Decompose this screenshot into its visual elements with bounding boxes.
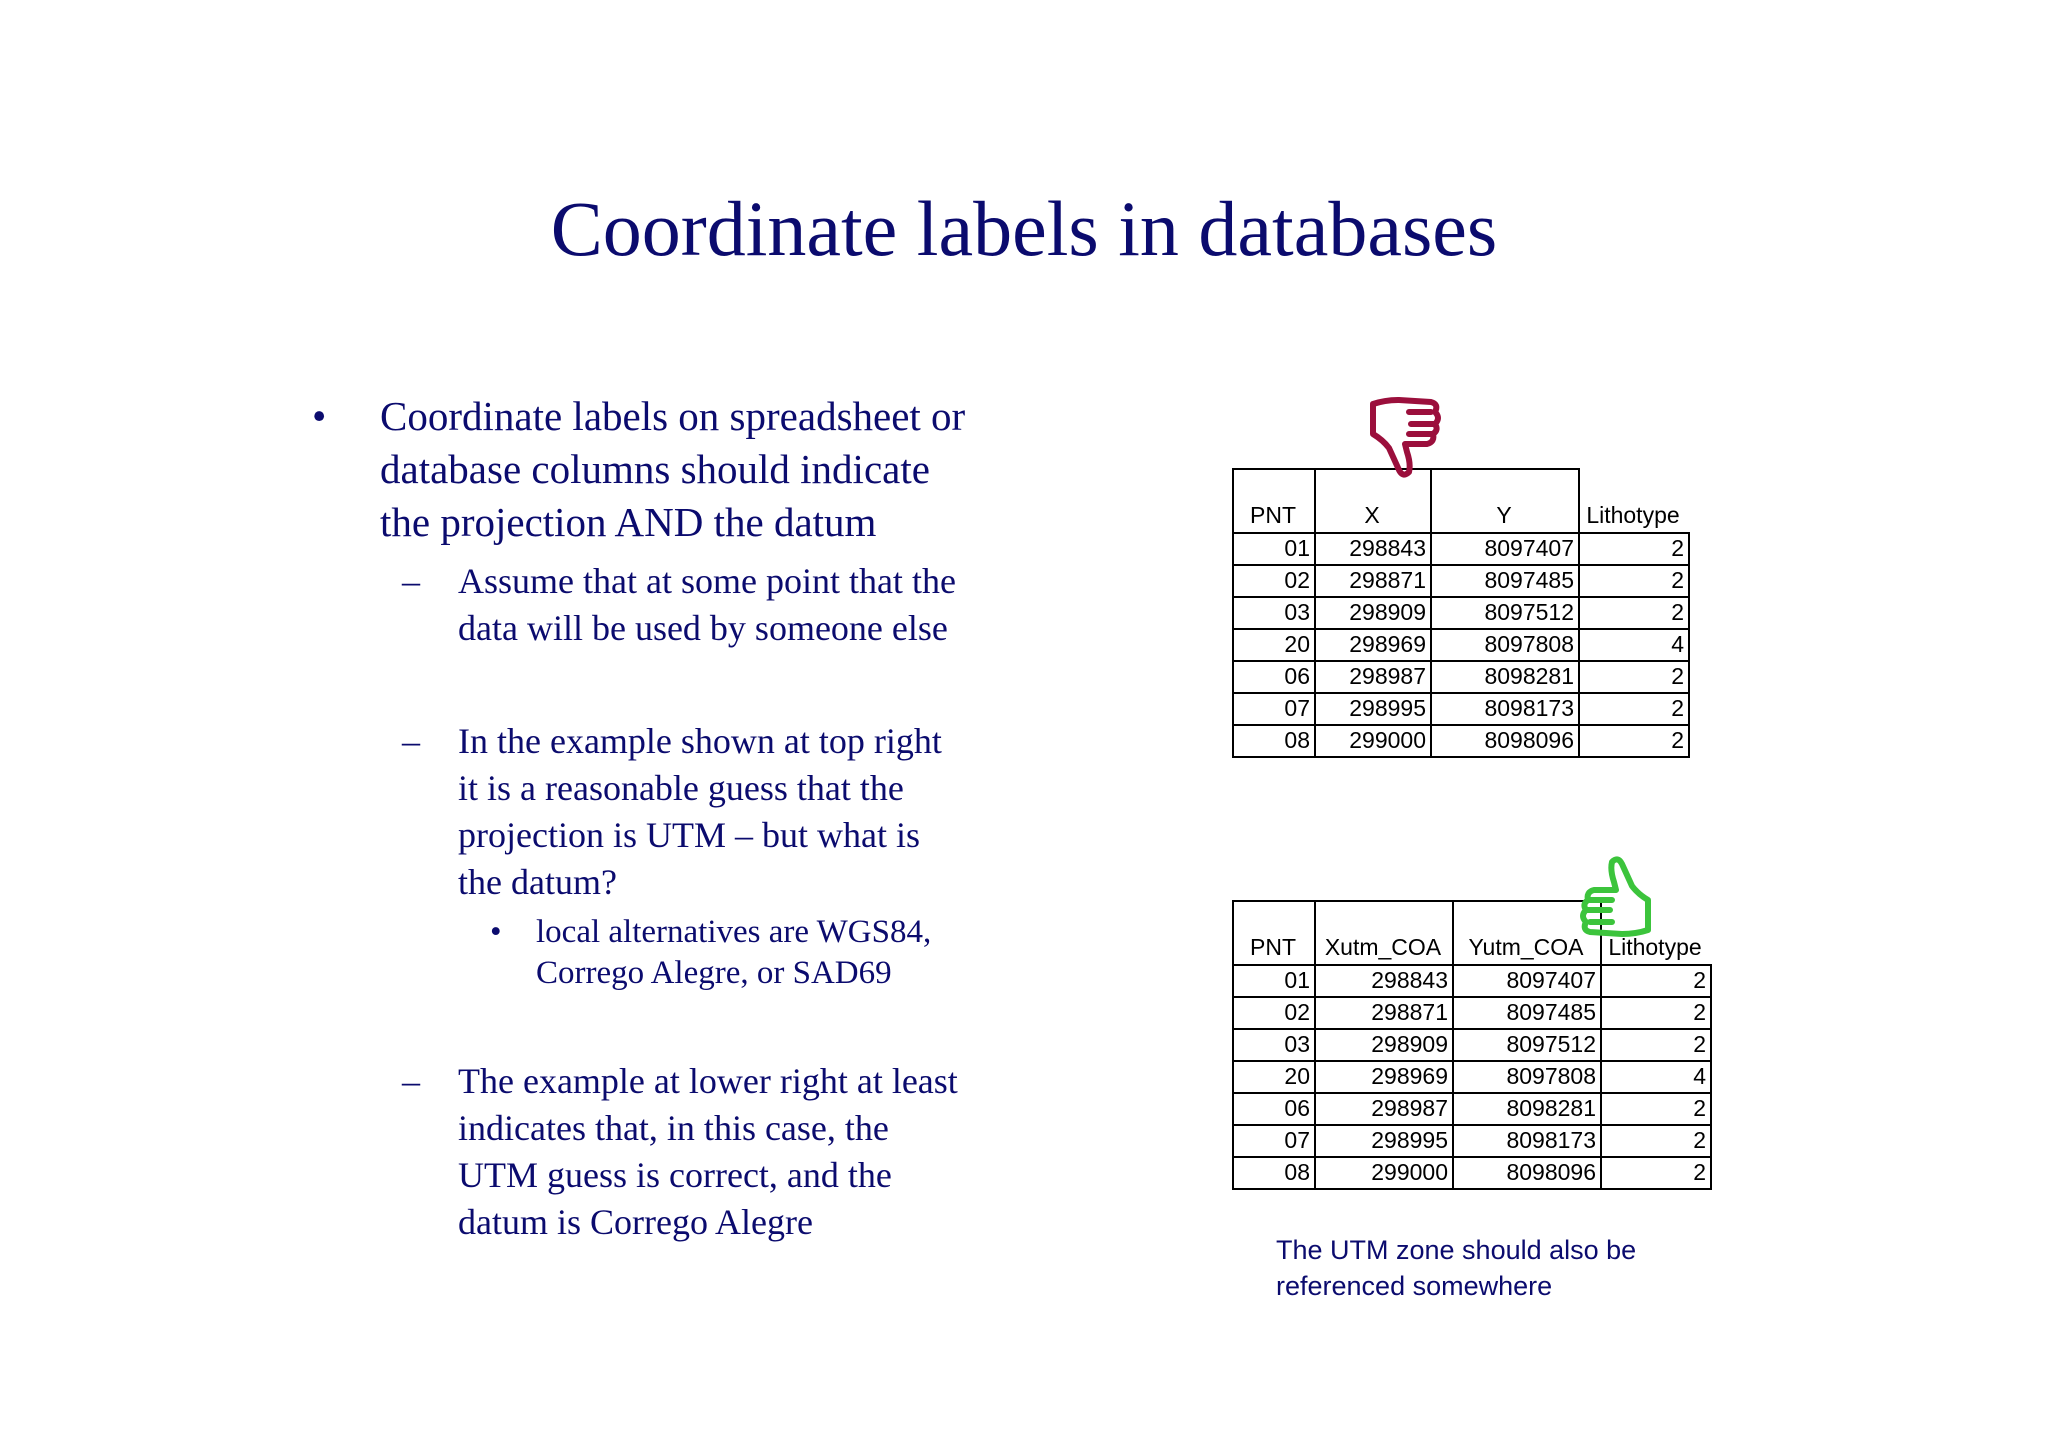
table-cell: 20 [1284,631,1310,657]
table-grid-line [1232,468,1234,756]
bullet-marker: • [312,393,327,439]
table-cell: 07 [1284,695,1310,721]
table-grid-line [1232,660,1690,662]
table-cell: 8097485 [1506,999,1596,1025]
table-cell: 03 [1284,599,1310,625]
table-cell: 8098281 [1484,663,1574,689]
table-cell: 298995 [1349,695,1426,721]
table-grid-line [1232,724,1690,726]
table-grid-line [1232,1188,1712,1190]
bullet-line: the projection AND the datum [380,499,877,545]
table-grid-line [1232,1060,1712,1062]
table-grid-line [1314,468,1316,756]
bullet-text-level-2 [458,718,1038,906]
table-grid-line [1232,1156,1712,1158]
table-grid-line [1314,900,1316,1188]
table-header-cell: Xutm_COA [1324,934,1442,960]
bullet-line: data will be used by someone else [458,608,948,648]
bullet-line: projection is UTM – but what is [458,815,920,855]
table-cell: 8097512 [1484,599,1574,625]
table-header-cell: Lithotype [1608,934,1702,960]
table-cell: 2 [1693,967,1706,993]
table-cell: 8098281 [1506,1095,1596,1121]
table-cell: 8097808 [1506,1063,1596,1089]
table-cell: 298909 [1371,1031,1448,1057]
thumbs-down-icon [1365,392,1445,482]
table-grid-line [1232,1124,1712,1126]
table-grid-line [1232,564,1690,566]
table-header-cell: PNT [1250,502,1296,528]
table-cell: 07 [1284,1127,1310,1153]
table-cell: 01 [1284,967,1310,993]
table-cell: 298843 [1349,535,1426,561]
table-cell: 03 [1284,1031,1310,1057]
table-cell: 06 [1284,1095,1310,1121]
table-cell: 8098096 [1506,1159,1596,1185]
bullet-line: database columns should indicate [380,446,930,492]
table-cell: 01 [1284,535,1310,561]
table-cell: 08 [1284,1159,1310,1185]
table-cell: 298969 [1349,631,1426,657]
thumbs-up-icon [1576,852,1656,942]
bullet-line: UTM guess is correct, and the [458,1155,892,1195]
table-cell: 8097485 [1484,567,1574,593]
bullet-line: the datum? [458,862,617,902]
table-cell: 8097407 [1506,967,1596,993]
table-cell: 4 [1671,631,1684,657]
table-grid-line [1232,1092,1712,1094]
bullet-text-level-2 [458,558,1038,652]
table-cell: 8098096 [1484,727,1574,753]
note-line: The UTM zone should also be [1276,1235,1637,1265]
bullet-line: datum is Corrego Alegre [458,1202,813,1242]
bullet-line: local alternatives are WGS84, [536,914,932,950]
bullet-line: indicates that, in this case, the [458,1108,889,1148]
table-grid-line [1232,532,1690,534]
table-grid-line [1232,692,1690,694]
table-grid-line [1232,900,1234,1188]
slide-title: Coordinate labels in databases [550,185,1498,272]
table-grid-line [1232,964,1712,966]
table-cell: 2 [1671,567,1684,593]
table-cell: 2 [1671,695,1684,721]
table-cell: 298969 [1371,1063,1448,1089]
table-cell: 298871 [1349,567,1426,593]
bullet-marker: • [490,914,502,950]
bullet-text-level-3 [536,912,1036,994]
table-cell: 298987 [1349,663,1426,689]
table-grid-line [1578,468,1580,756]
table-grid-line [1452,900,1454,1188]
table-cell: 298843 [1371,967,1448,993]
bullet-line: Coordinate labels on spreadsheet or [380,393,966,439]
bullet-text-level-1 [380,390,1060,549]
note-line: referenced somewhere [1276,1271,1553,1301]
table-cell: 2 [1693,1159,1706,1185]
table-cell: 298987 [1371,1095,1448,1121]
table-header-cell: X [1364,502,1380,528]
table-grid-line [1600,900,1602,1188]
table-cell: 2 [1671,727,1684,753]
table-cell: 2 [1671,663,1684,689]
table-cell: 2 [1693,1127,1706,1153]
table-bad-example [1232,468,1692,758]
table-cell: 299000 [1371,1159,1448,1185]
table-cell: 2 [1671,599,1684,625]
table-grid-line [1232,900,1600,902]
table-cell: 298909 [1349,599,1426,625]
bullet-text-level-2 [458,1058,1038,1246]
table-cell: 8097512 [1506,1031,1596,1057]
table-grid-line [1430,468,1432,756]
bullet-line: Corrego Alegre, or SAD69 [536,955,892,991]
table-cell: 2 [1693,1095,1706,1121]
table-cell: 8098173 [1506,1127,1596,1153]
table-grid-line [1232,756,1690,758]
bullet-marker: – [402,561,420,601]
table-grid-line [1232,628,1690,630]
table-cell: 02 [1284,999,1310,1025]
table-cell: 2 [1671,535,1684,561]
bullet-marker: – [402,721,420,761]
table-cell: 4 [1693,1063,1706,1089]
table-cell: 20 [1284,1063,1310,1089]
utm-zone-note [1276,1232,1716,1304]
table-cell: 298871 [1371,999,1448,1025]
bullet-line: it is a reasonable guess that the [458,768,904,808]
table-header-cell: Lithotype [1586,502,1680,528]
table-cell: 06 [1284,663,1310,689]
bullet-marker: – [402,1061,420,1101]
table-cell: 2 [1693,999,1706,1025]
table-cell: 8097808 [1484,631,1574,657]
table-cell: 2 [1693,1031,1706,1057]
table-good-example [1232,900,1714,1190]
bullet-line: In the example shown at top right [458,721,942,761]
table-cell: 298995 [1371,1127,1448,1153]
table-grid-line [1232,1028,1712,1030]
table-grid-line [1232,596,1690,598]
table-cell: 299000 [1349,727,1426,753]
table-cell: 8097407 [1484,535,1574,561]
bullet-line: The example at lower right at least [458,1061,958,1101]
table-header-cell: Y [1496,502,1512,528]
table-header-cell: Yutm_COA [1468,934,1584,960]
table-cell: 8098173 [1484,695,1574,721]
table-grid-line [1232,996,1712,998]
bullet-line: Assume that at some point that the [458,561,956,601]
table-header-cell: PNT [1250,934,1296,960]
table-cell: 08 [1284,727,1310,753]
table-cell: 02 [1284,567,1310,593]
